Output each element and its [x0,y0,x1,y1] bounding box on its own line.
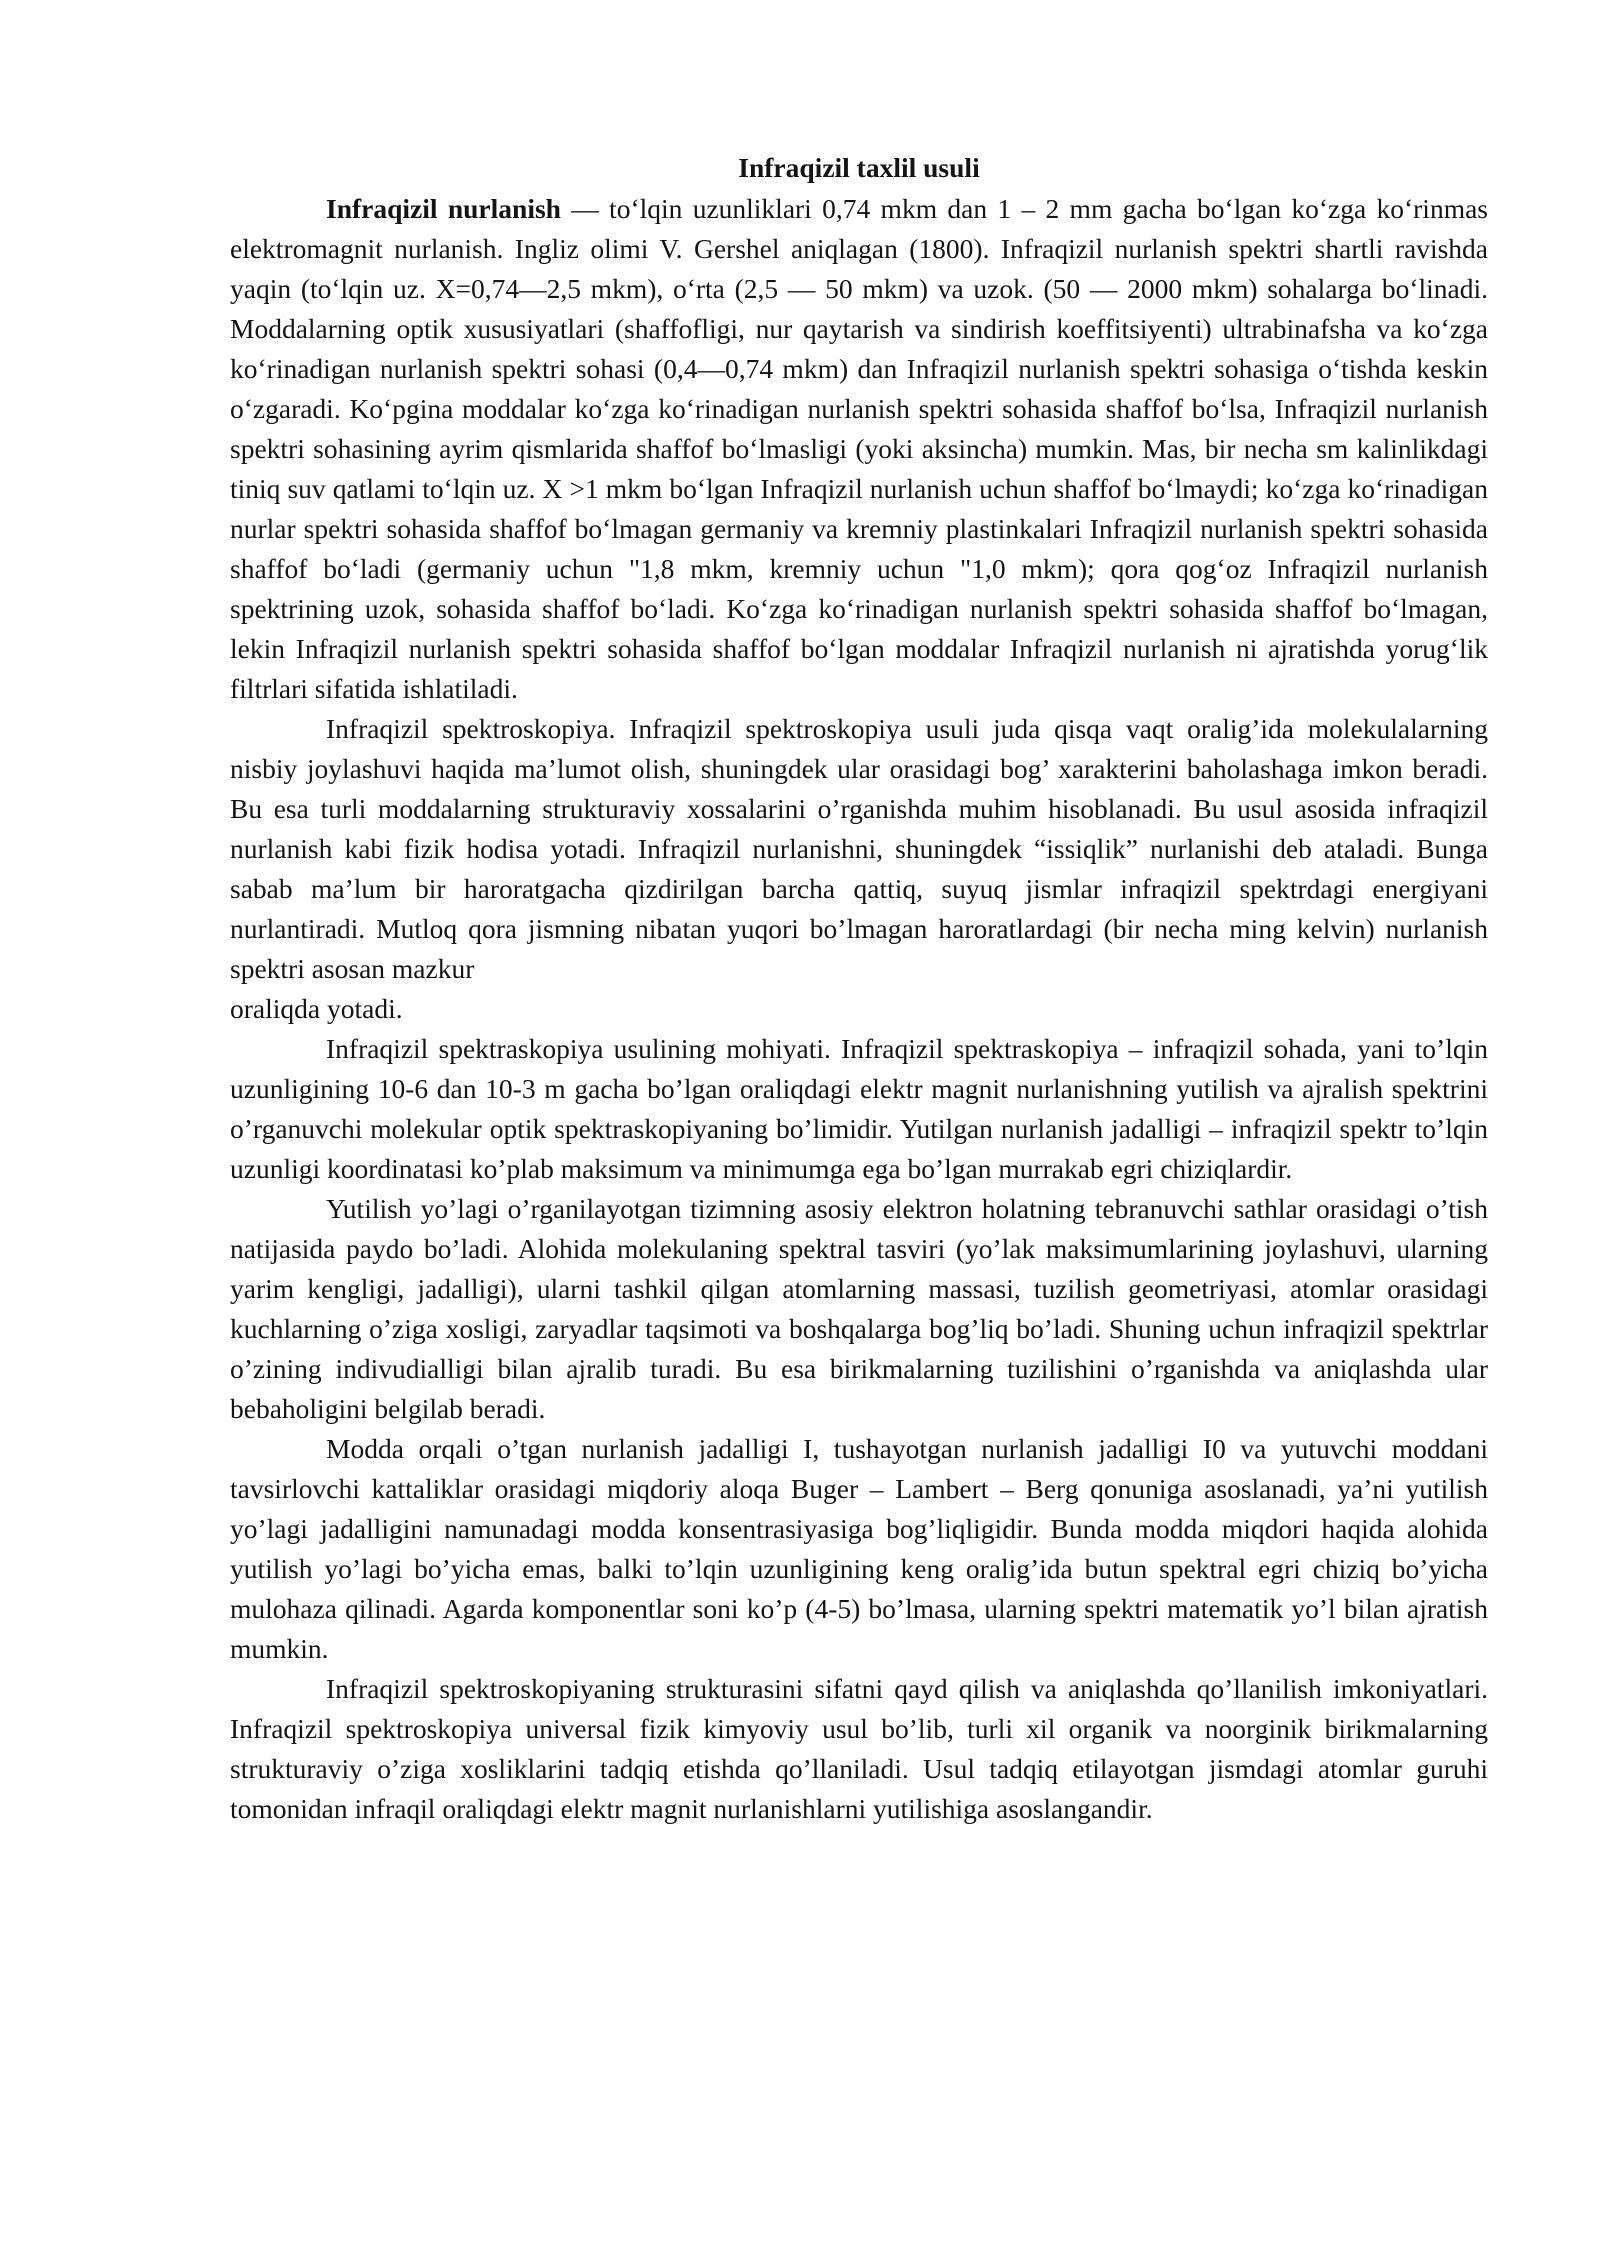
paragraph-method-essence: Infraqizil spektraskopiya usulining mohiyati. Infraqizil spektraskopiya – infraqizil sohada, yani to’lqin uzunligining 10-6 dan 10-3 m gacha bo’lgan oraliqdagi elektr magnit nurlanishning yutilish va ajralish spektrini o’rganuvchi molekular optik spektraskopiyaning bo’limidir. Yutilgan nurlanish jadalligi – infraqizil spektr to’lqin uzunligi koordinatasi ko’plab maksimum va minimumga ega bo’lgan murrakab egri chiziqlardir. [230,1033,1488,1184]
paragraph-beer-lambert: Modda orqali o’tgan nurlanish jadalligi I, tushayotgan nurlanish jadalligi I0 va yutuvchi moddani tavsirlovchi kattaliklar orasidagi miqdoriy aloqa Buger – Lambert – Berg qonuniga asoslanadi, ya’ni yutilish yo’lagi jadalligini namunadagi modda konsentrasiyasiga bog’liqligidir. Bunda modda miqdori haqida alohida yutilish yo’lagi bo’yicha emas, balki to’lqin uzunligining keng oralig’ida butun spektral egri chiziq bo’yicha mulohaza qilinadi. Agarda komponentlar soni ko’p (4-5) bo’lmasa, ularning spektri matematik yo’l bilan ajratish mumkin. [230,1433,1488,1664]
paragraph-continuation: oraliqda yotadi. [230,993,403,1024]
paragraph-applications: Infraqizil spektroskopiyaning strukturasini sifatni qayd qilish va aniqlashda qo’llanilish imkoniyatlari. Infraqizil spektroskopiya universal fizik kimyoviy usul bo’lib, turli xil organik va noorginik birikmalarning strukturaviy o’ziga xosliklarini tadqiq etishda qo’llaniladi. Usul tadqiq etilayotgan jismdagi atomlar guruhi tomonidan infraqil oraliqdagi elektr magnit nurlanishlarni yutilishiga asoslangandir. [230,1673,1488,1824]
paragraph-infrared-spectroscopy: Infraqizil spektroskopiya. Infraqizil spektroskopiya usuli juda qisqa vaqt oralig’ida molekulalarning nisbiy joylashuvi haqida ma’lumot olish, shuningdek ular orasidagi bog’ xarakterini baholashaga imkon beradi. Bu esa turli moddalarning strukturaviy xossalarini o’rganishda muhim hisoblanadi. Bu usul asosida infraqizil nurlanish kabi fizik hodisa yotadi. Infraqizil nurlanishni, shuningdek “issiqlik” nurlanishi deb ataladi. Bunga sabab ma’lum bir haroratgacha qizdirilgan barcha qattiq, suyuq jismlar infraqizil spektrdagi energiyani nurlantiradi. Mutloq qora jismning nibatan yuqori bo’lmagan haroratlardagi (bir necha ming kelvin) nurlanish spektri asosan mazkur [230,713,1488,984]
document-page [230,148,1488,1829]
paragraph-absorption-band: Yutilish yo’lagi o’rganilayotgan tizimning asosiy elektron holatning tebranuvchi sathlar orasidagi o’tish natijasida paydo bo’ladi. Alohida molekulaning spektral tasviri (yo’lak maksimumlarining joylashuvi, ularning yarim kengligi, jadalligi), ularni tashkil qilgan atomlarning massasi, tuzilish geometriyasi, atomlar orasidagi kuchlarning o’ziga xosligi, zaryadlar taqsimoti va boshqalarga bog’liq bo’ladi. Shuning uchun infraqizil spektrlar o’zining indivudialligi bilan ajralib turadi. Bu esa birikmalarning tuzilishini o’rganishda va aniqlashda ular bebaholigini belgilab beradi. [230,1193,1488,1424]
paragraph-text: — to‘lqin uzunliklari 0,74 mkm dan 1 – 2 mm gacha bo‘lgan ko‘zga ko‘rinmas elektromagnit nurlanish. Ingliz olimi V. Gershel aniqlagan (1800). Infraqizil nurlanish spektri shartli ravishda yaqin (to‘lqin uz. X=0,74—2,5 mkm), o‘rta (2,5 — 50 mkm) va uzok. (50 — 2000 mkm) sohalarga bo‘linadi. Moddalarning optik xususiyatlari (shaffofligi, nur qaytarish va sindirish koeffitsiyenti) ultrabinafsha va ko‘zga ko‘rinadigan nurlanish spektri sohasi (0,4—0,74 mkm) dan Infraqizil nurlanish spektri sohasiga o‘tishda keskin o‘zgaradi. Ko‘pgina moddalar ko‘zga ko‘rinadigan nurlanish spektri sohasida shaffof bo‘lsa, Infraqizil nurlanish spektri sohasining ayrim qismlarida shaffof bo‘lmasligi (yoki aksincha) mumkin. Mas, bir necha sm kalinlikdagi tiniq suv qatlami to‘lqin uz. X >1 mkm bo‘lgan Infraqizil nurlanish uchun shaffof bo‘lmaydi; ko‘zga ko‘rinadigan nurlar spektri sohasida shaffof bo‘lmagan germaniy va kremniy plastinkalari Infraqizil nurlanish spektri sohasida shaffof bo‘ladi (germaniy uchun "1,8 mkm, kremniy uchun "1,0 mkm); qora qog‘oz Infraqizil nurlanish spektrining uzok, sohasida shaffof bo‘ladi. Ko‘zga ko‘rinadigan nurlanish spektri sohasida shaffof bo‘lmagan, lekin Infraqizil nurlanish spektri sohasida shaffof bo‘lgan moddalar Infraqizil nurlanish ni ajratishda yorug‘lik filtrlari sifatida ishlatiladi. [230,193,1488,704]
paragraph-lead-term: Infraqizil nurlanish [326,193,561,224]
paragraph-infrared-radiation [230,189,1488,709]
document-title: Infraqizil taxlil usuli [738,152,980,183]
